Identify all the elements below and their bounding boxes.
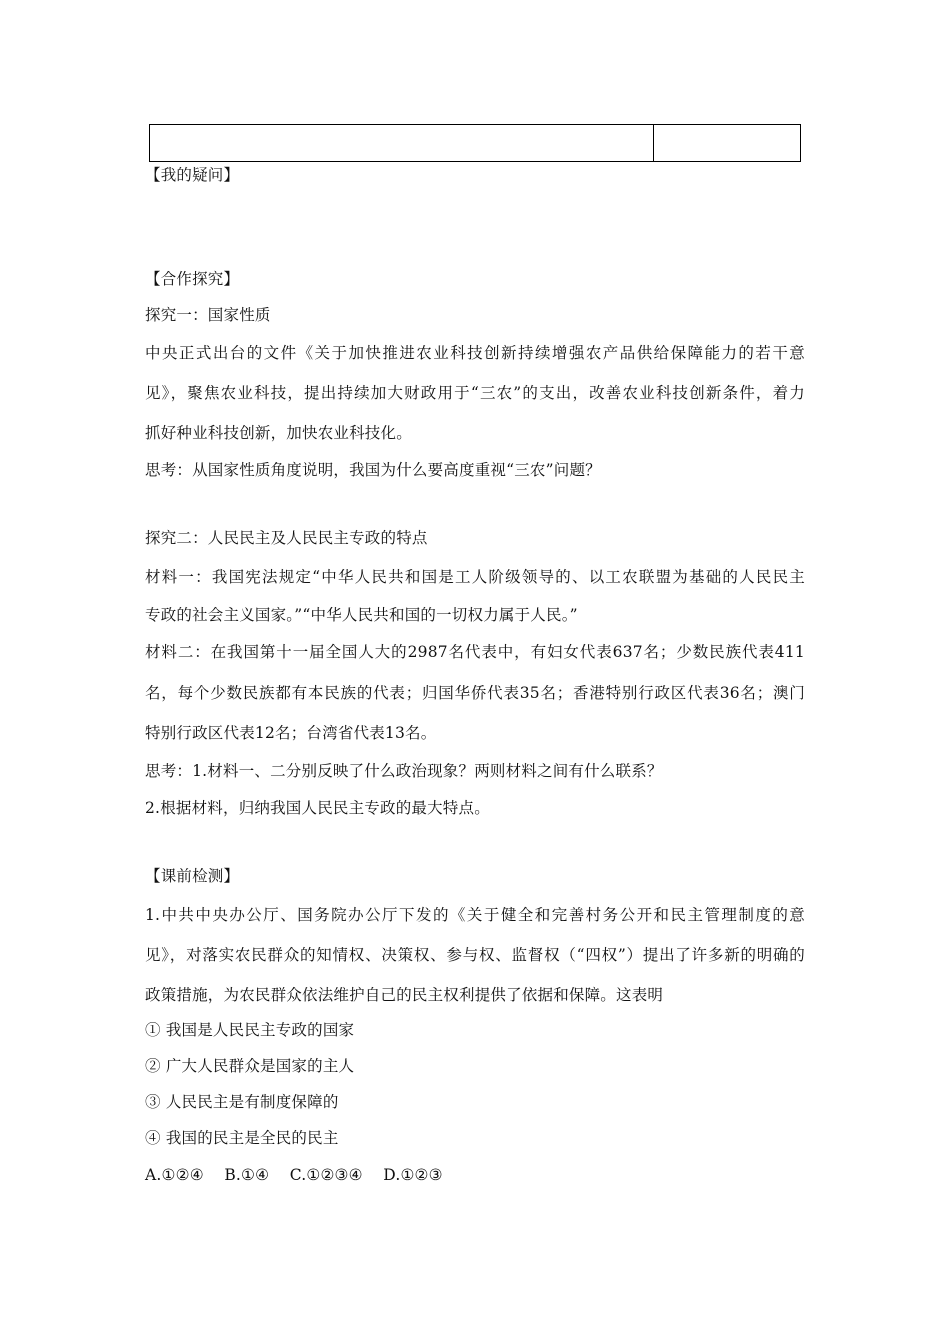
option-item: ① 我国是人民民主专政的国家 [145,1021,355,1039]
my-questions-heading: 【我的疑问】 [145,166,240,184]
material2-line: 材料二：在我国第十一届全国人大的2987名代表中，有妇女代表637名；少数民族代表411 [145,643,805,661]
option-item: ② 广大人民群众是国家的主人 [145,1057,355,1075]
material2-line: 特别行政区代表12名；台湾省代表13名。 [145,724,437,742]
table-cell-left [150,125,654,161]
material1-line: 材料一：我国宪法规定“中华人民共和国是工人阶级领导的、以工农联盟为基础的人民民主 [145,568,805,586]
inquiry1-line: 抓好种业科技创新，加快农业科技化。 [145,424,412,442]
material1-line: 专政的社会主义国家。”“中华人民共和国的一切权力属于人民。” [145,606,578,624]
option-item: ④ 我国的民主是全民的民主 [145,1129,339,1147]
question1-line: 见》，对落实农民群众的知情权、决策权、参与权、监督权（“四权”）提出了许多新的明确的 [145,946,805,964]
inquiry1-line: 见》，聚焦农业科技，提出持续加大财政用于“三农”的支出，改善农业科技创新条件，着力 [145,384,805,402]
material2-line: 名，每个少数民族都有本民族的代表；归国华侨代表35名；香港特别行政区代表36名；澳门 [145,684,805,702]
question1-line: 政策措施，为农民群众依法维护自己的民主权利提供了依据和保障。这表明 [145,986,664,1004]
inquiry2-question2: 2.根据材料，归纳我国人民民主专政的最大特点。 [145,799,490,817]
inquiry1-line: 中央正式出台的文件《关于加快推进农业科技创新持续增强农产品供给保障能力的若干意 [145,344,805,362]
inquiry2-question1: 思考：1.材料一、二分别反映了什么政治现象？两则材料之间有什么联系？ [145,762,663,780]
inquiry1-question: 思考：从国家性质角度说明，我国为什么要高度重视“三农”问题？ [145,461,601,479]
question1-line: 1.中共中央办公厅、国务院办公厅下发的《关于健全和完善村务公开和民主管理制度的意 [145,906,805,924]
answer-choices: A.①②④ B.①④ C.①②③④ D.①②③ [145,1166,443,1184]
top-table [149,124,801,162]
inquiry2-title: 探究二：人民民主及人民民主专政的特点 [145,529,428,547]
inquiry1-title: 探究一：国家性质 [145,306,271,324]
cooperative-inquiry-heading: 【合作探究】 [145,270,240,288]
option-item: ③ 人民民主是有制度保障的 [145,1093,339,1111]
pre-class-test-heading: 【课前检测】 [145,867,240,885]
table-cell-right [654,125,800,161]
